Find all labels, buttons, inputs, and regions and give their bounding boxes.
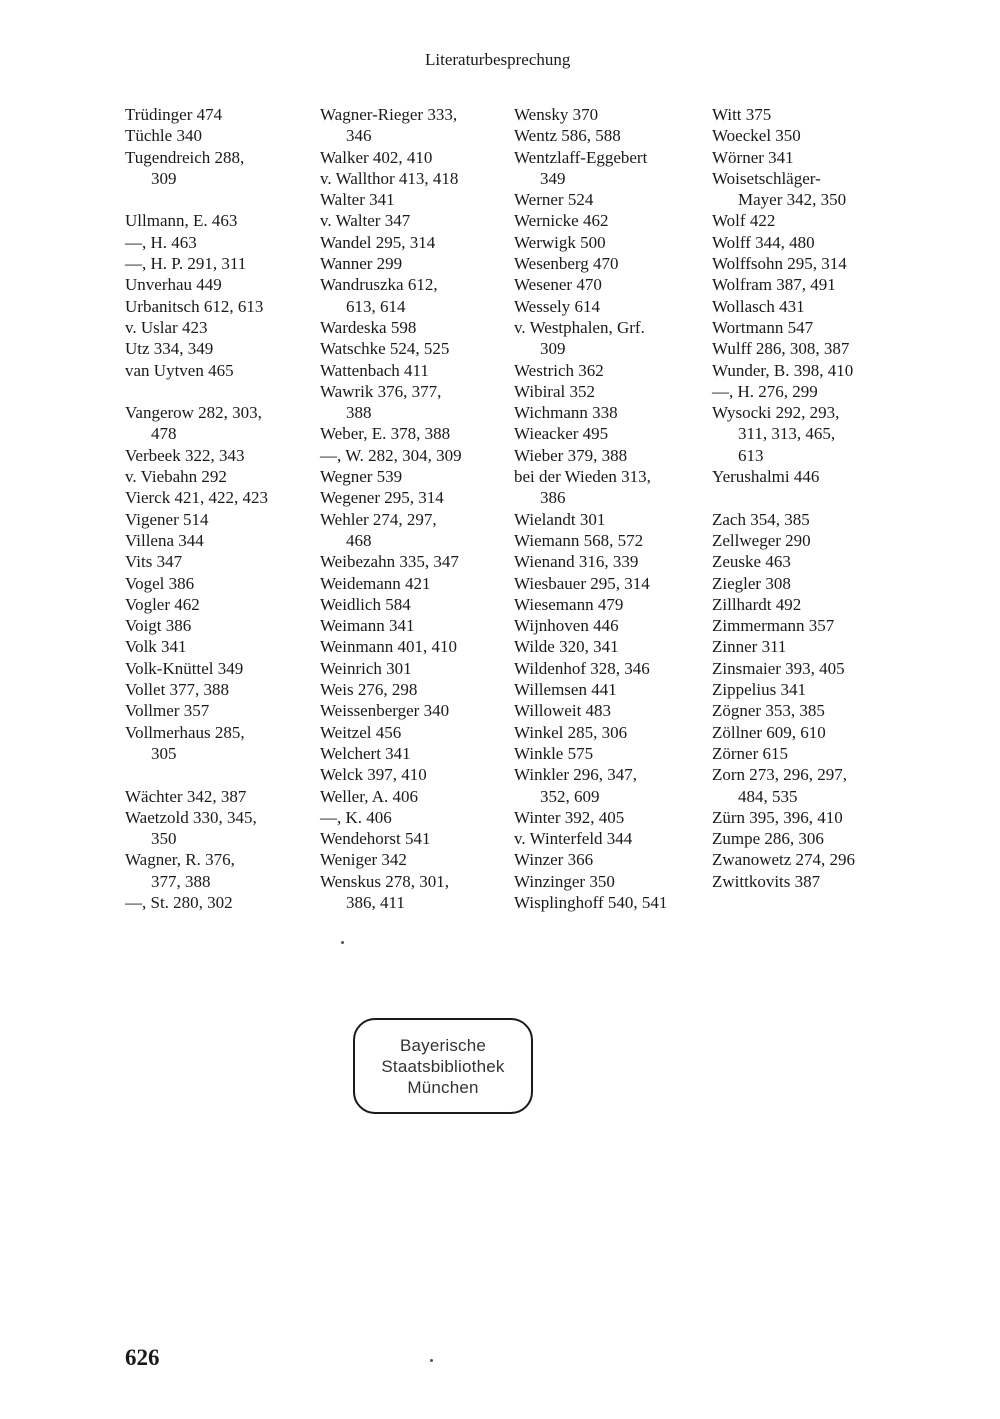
index-entry — [514, 189, 667, 210]
index-entry-text: van Uytven 465 — [125, 360, 234, 380]
index-entry — [514, 700, 667, 721]
index-entry-text: Wegner 539 — [320, 467, 403, 487]
index-entry — [514, 764, 667, 807]
index-entry — [712, 402, 855, 466]
index-column-3 — [514, 104, 667, 913]
index-entry-continuation: 377, 388 — [151, 871, 211, 891]
index-entry-text: Weidlich 584 — [320, 594, 411, 614]
index-entry — [712, 232, 855, 253]
index-entry — [712, 636, 855, 657]
index-entry — [514, 530, 667, 551]
index-entry — [320, 658, 462, 679]
index-entry — [125, 615, 268, 636]
index-entry — [320, 722, 462, 743]
index-entry-continuation: 468 — [346, 530, 372, 550]
index-entry-text: Weis 276, 298 — [320, 680, 418, 700]
index-entry-text: Vangerow 282, 303, — [125, 403, 262, 423]
index-entry — [125, 849, 268, 892]
index-entry — [125, 786, 268, 807]
index-entry-text: Wegener 295, 314 — [320, 488, 444, 508]
index-entry-text: —, W. 282, 304, 309 — [320, 445, 462, 465]
index-entry — [125, 722, 268, 765]
index-entry-text: Zumpe 286, 306 — [712, 829, 824, 849]
index-entry-text: Wanner 299 — [320, 254, 403, 274]
index-entry-text: Volk-Knüttel 349 — [125, 658, 244, 678]
running-head: Literaturbesprechung — [425, 50, 571, 69]
index-entry — [514, 253, 667, 274]
index-entry — [320, 210, 462, 231]
index-entry-text: v. Winterfeld 344 — [514, 829, 633, 849]
index-entry — [125, 509, 268, 530]
index-entry-text: Wolff 344, 480 — [712, 232, 815, 252]
index-entry — [514, 871, 667, 892]
index-entry — [125, 147, 268, 190]
index-entry-continuation: 305 — [151, 743, 177, 763]
index-entry — [320, 360, 462, 381]
index-entry-text: Weimann 341 — [320, 616, 415, 636]
index-entry — [514, 892, 667, 913]
index-entry — [514, 679, 667, 700]
index-entry-continuation: Mayer 342, 350 — [738, 190, 847, 210]
index-entry-text: —, H. 276, 299 — [712, 381, 818, 401]
index-entry-continuation: 352, 609 — [540, 786, 600, 806]
index-entry-text: Zeuske 463 — [712, 552, 791, 572]
index-entry — [712, 360, 855, 381]
index-column-1 — [125, 104, 268, 913]
index-entry-text: Vollmer 357 — [125, 701, 210, 721]
index-entry-text: Wandruszka 612, — [320, 275, 438, 295]
index-entry-text: Weller, A. 406 — [320, 786, 419, 806]
stamp-line: Bayerische — [399, 1035, 487, 1055]
index-entry — [514, 296, 667, 317]
index-entry — [320, 381, 462, 424]
index-entry — [320, 636, 462, 657]
index-entry-text: Wiesbauer 295, 314 — [514, 573, 650, 593]
index-entry-text: Walter 341 — [320, 190, 395, 210]
index-entry-continuation: 349 — [540, 168, 566, 188]
index-entry-text: Urbanitsch 612, 613 — [125, 296, 264, 316]
index-entry-text: Wensky 370 — [514, 105, 599, 124]
index-entry-text: Werwigk 500 — [514, 232, 606, 252]
index-entry-text: Wächter 342, 387 — [125, 786, 247, 806]
index-entry — [712, 147, 855, 168]
index-entry — [712, 125, 855, 146]
index-entry-text: Vigener 514 — [125, 509, 209, 529]
index-entry-text: Zinner 311 — [712, 637, 787, 657]
index-entry-text: Vollet 377, 388 — [125, 680, 230, 700]
index-column-2 — [320, 104, 462, 913]
index-entry-text: Woisetschläger- — [712, 168, 821, 188]
index-entry — [320, 445, 462, 466]
index-entry — [712, 274, 855, 295]
index-entry — [514, 615, 667, 636]
index-entry — [712, 658, 855, 679]
index-entry-text: Winzer 366 — [514, 850, 594, 870]
index-entry-text: Verbeek 322, 343 — [125, 445, 245, 465]
index-entry-text: Weber, E. 378, 388 — [320, 424, 451, 444]
index-entry-text: Wieber 379, 388 — [514, 445, 628, 465]
index-entry — [320, 743, 462, 764]
index-entry — [514, 509, 667, 530]
index-entry-text: Yerushalmi 446 — [712, 467, 820, 487]
index-entry-text: Willemsen 441 — [514, 680, 617, 700]
index-entry — [125, 551, 268, 572]
index-entry-text: Zellweger 290 — [712, 530, 811, 550]
index-entry — [514, 104, 667, 125]
letter-group-gap — [125, 764, 268, 785]
index-entry-continuation: 613 — [738, 445, 764, 465]
index-entry — [514, 232, 667, 253]
index-entry-text: Wolf 422 — [712, 211, 776, 231]
index-entry — [320, 871, 462, 914]
letter-group-gap — [712, 487, 855, 508]
index-entry — [320, 828, 462, 849]
index-entry — [125, 445, 268, 466]
library-stamp — [353, 1018, 533, 1114]
index-entry-text: Ziegler 308 — [712, 573, 791, 593]
index-entry-text: Vits 347 — [125, 552, 183, 572]
index-entry — [712, 253, 855, 274]
index-entry — [320, 786, 462, 807]
index-entry-text: v. Viebahn 292 — [125, 467, 227, 487]
index-entry-text: Wilde 320, 341 — [514, 637, 619, 657]
index-entry — [125, 807, 268, 850]
index-entry — [514, 274, 667, 295]
index-entry-text: Wienand 316, 339 — [514, 552, 639, 572]
index-entry-text: Winkler 296, 347, — [514, 765, 638, 785]
index-entry — [712, 807, 855, 828]
index-entry-text: Vogel 386 — [125, 573, 195, 593]
index-entry — [712, 466, 855, 487]
index-entry — [320, 487, 462, 508]
index-entry — [125, 274, 268, 295]
index-entry-text: Wollasch 431 — [712, 296, 805, 316]
speck — [430, 1359, 433, 1362]
index-entry — [320, 317, 462, 338]
index-entry — [514, 807, 667, 828]
index-entry-text: Witt 375 — [712, 105, 772, 124]
index-entry-text: Zimmermann 357 — [712, 616, 835, 636]
index-entry — [514, 317, 667, 360]
index-entry-text: Unverhau 449 — [125, 275, 222, 295]
index-entry — [514, 210, 667, 231]
index-entry-text: Welchert 341 — [320, 743, 411, 763]
letter-group-gap — [125, 189, 268, 210]
index-entry — [320, 104, 462, 147]
index-entry-text: Zinsmaier 393, 405 — [712, 658, 845, 678]
index-entry — [125, 402, 268, 445]
index-entry — [514, 125, 667, 146]
index-entry-text: Vierck 421, 422, 423 — [125, 488, 268, 508]
index-entry-text: Wesener 470 — [514, 275, 602, 295]
index-entry-text: Zach 354, 385 — [712, 509, 810, 529]
index-entry — [125, 573, 268, 594]
index-entry — [712, 317, 855, 338]
index-entry — [514, 722, 667, 743]
index-entry-continuation: 484, 535 — [738, 786, 798, 806]
index-entry-text: Wiesemann 479 — [514, 594, 624, 614]
index-entry-text: Weissenberger 340 — [320, 701, 450, 721]
index-entry — [125, 594, 268, 615]
index-entry-text: Wiemann 568, 572 — [514, 530, 644, 550]
index-entry-text: Wunder, B. 398, 410 — [712, 360, 854, 380]
index-entry — [125, 360, 268, 381]
index-entry-text: Wentz 586, 588 — [514, 126, 621, 146]
stamp-line: München — [407, 1077, 479, 1097]
index-entry-text: Wysocki 292, 293, — [712, 403, 840, 423]
index-entry — [514, 849, 667, 870]
index-entry-text: Tüchle 340 — [125, 126, 202, 146]
index-entry — [320, 807, 462, 828]
index-entry — [712, 509, 855, 530]
index-entry-text: Zorn 273, 296, 297, — [712, 765, 848, 785]
letter-group-gap — [125, 381, 268, 402]
index-entry-text: Wehler 274, 297, — [320, 509, 437, 529]
speck — [341, 941, 344, 944]
index-entry-continuation: 388 — [346, 403, 372, 423]
index-entry — [712, 764, 855, 807]
index-entry — [712, 296, 855, 317]
index-entry-text: v. Uslar 423 — [125, 317, 208, 337]
index-entry — [320, 594, 462, 615]
index-entry — [514, 551, 667, 572]
index-entry-text: —, H. 463 — [125, 232, 197, 252]
index-entry — [320, 338, 462, 359]
index-entry — [320, 189, 462, 210]
index-entry-text: Wichmann 338 — [514, 403, 618, 423]
index-entry-text: Winzinger 350 — [514, 871, 615, 891]
index-entry-continuation: 386, 411 — [346, 892, 405, 912]
index-entry-text: Wesenberg 470 — [514, 254, 619, 274]
index-entry-text: Wieacker 495 — [514, 424, 609, 444]
index-entry — [712, 615, 855, 636]
index-entry — [320, 573, 462, 594]
index-entry — [125, 530, 268, 551]
index-entry — [320, 232, 462, 253]
index-entry — [125, 104, 268, 125]
index-entry-continuation: 613, 614 — [346, 296, 406, 316]
index-entry — [320, 253, 462, 274]
index-entry — [320, 700, 462, 721]
index-entry-text: Villena 344 — [125, 530, 204, 550]
index-entry-text: Wattenbach 411 — [320, 360, 429, 380]
index-entry-text: Wenskus 278, 301, — [320, 871, 449, 891]
index-entry — [320, 679, 462, 700]
index-entry — [320, 423, 462, 444]
index-entry-text: Zwittkovits 387 — [712, 871, 821, 891]
index-entry — [125, 338, 268, 359]
index-entry — [125, 253, 268, 274]
index-entry — [125, 210, 268, 231]
index-entry — [712, 530, 855, 551]
index-entry-text: Zillhardt 492 — [712, 594, 802, 614]
index-entry — [320, 615, 462, 636]
index-entry-text: Zippelius 341 — [712, 680, 806, 700]
index-entry-text: v. Wallthor 413, 418 — [320, 168, 459, 188]
index-entry-text: Wibiral 352 — [514, 381, 595, 401]
stamp-line: Staatsbibliothek — [381, 1056, 505, 1076]
index-entry-continuation: 478 — [151, 424, 177, 444]
index-entry-text: Wandel 295, 314 — [320, 232, 436, 252]
index-entry — [514, 573, 667, 594]
index-entry-text: Waetzold 330, 345, — [125, 807, 257, 827]
index-entry — [125, 296, 268, 317]
index-entry — [125, 679, 268, 700]
index-entry — [125, 317, 268, 338]
index-entry-text: Weinmann 401, 410 — [320, 637, 457, 657]
index-entry — [712, 828, 855, 849]
index-entry-text: Wentzlaff-Eggebert — [514, 147, 648, 167]
index-entry — [125, 700, 268, 721]
index-entry — [712, 573, 855, 594]
index-entry-text: Zwanowetz 274, 296 — [712, 850, 856, 870]
index-entry — [514, 594, 667, 615]
index-entry — [514, 466, 667, 509]
index-entry — [712, 551, 855, 572]
index-entry-text: Wagner-Rieger 333, — [320, 105, 458, 124]
index-entry-text: Wernicke 462 — [514, 211, 609, 231]
index-entry-text: Wardeska 598 — [320, 317, 417, 337]
index-entry — [514, 658, 667, 679]
index-entry — [712, 594, 855, 615]
index-entry-text: Walker 402, 410 — [320, 147, 433, 167]
index-entry-text: Welck 397, 410 — [320, 765, 427, 785]
index-entry-text: Vollmerhaus 285, — [125, 722, 245, 742]
index-entry-text: Winkel 285, 306 — [514, 722, 628, 742]
index-entry — [712, 104, 855, 125]
index-entry — [514, 423, 667, 444]
index-entry — [320, 147, 462, 168]
index-entry-text: v. Walter 347 — [320, 211, 411, 231]
index-entry — [125, 658, 268, 679]
index-entry-text: Voigt 386 — [125, 616, 192, 636]
index-entry-text: Winter 392, 405 — [514, 807, 625, 827]
index-entry — [320, 466, 462, 487]
index-entry — [320, 168, 462, 189]
index-entry — [712, 679, 855, 700]
index-entry-text: —, K. 406 — [320, 807, 392, 827]
index-entry — [712, 722, 855, 743]
index-entry-continuation: 346 — [346, 126, 372, 146]
index-entry — [125, 232, 268, 253]
index-entry-text: Tugendreich 288, — [125, 147, 245, 167]
index-entry-continuation: 350 — [151, 829, 177, 849]
index-entry-continuation: 309 — [540, 339, 566, 359]
index-entry-text: Wolffsohn 295, 314 — [712, 254, 847, 274]
index-entry — [712, 849, 855, 870]
index-entry-text: Wijnhoven 446 — [514, 616, 619, 636]
index-entry-text: Westrich 362 — [514, 360, 604, 380]
index-entry — [712, 338, 855, 359]
index-entry-text: —, H. P. 291, 311 — [125, 254, 247, 274]
index-entry-text: Wawrik 376, 377, — [320, 381, 442, 401]
index-entry — [125, 466, 268, 487]
index-entry-text: —, St. 280, 302 — [125, 892, 233, 912]
index-entry — [712, 210, 855, 231]
index-entry-continuation: 309 — [151, 168, 177, 188]
index-entry — [712, 871, 855, 892]
index-entry-text: Wortmann 547 — [712, 317, 814, 337]
index-entry-text: Wörner 341 — [712, 147, 794, 167]
index-entry-text: Utz 334, 349 — [125, 339, 214, 359]
index-entry-text: Watschke 524, 525 — [320, 339, 450, 359]
index-entry — [514, 402, 667, 423]
index-entry — [125, 892, 268, 913]
index-entry — [320, 764, 462, 785]
index-entry — [320, 509, 462, 552]
index-entry-text: Weibezahn 335, 347 — [320, 552, 459, 572]
index-entry-text: Zöllner 609, 610 — [712, 722, 826, 742]
index-entry-text: Wielandt 301 — [514, 509, 606, 529]
page-number: 626 — [125, 1345, 160, 1370]
index-entry-text: Wisplinghoff 540, 541 — [514, 892, 668, 912]
index-entry-continuation: 311, 313, 465, — [738, 424, 836, 444]
index-entry-text: Wildenhof 328, 346 — [514, 658, 650, 678]
index-entry-text: Willoweit 483 — [514, 701, 612, 721]
index-entry — [320, 551, 462, 572]
index-entry — [125, 487, 268, 508]
index-entry-continuation: 386 — [540, 488, 566, 508]
index-entry — [514, 828, 667, 849]
index-entry — [514, 360, 667, 381]
index-column-4 — [712, 104, 855, 892]
index-entry-text: Weitzel 456 — [320, 722, 402, 742]
index-entry — [320, 849, 462, 870]
index-entry — [712, 168, 855, 211]
index-entry-text: Wolfram 387, 491 — [712, 275, 836, 295]
index-entry-text: Werner 524 — [514, 190, 594, 210]
index-entry-text: Volk 341 — [125, 637, 187, 657]
index-entry-text: Zürn 395, 396, 410 — [712, 807, 843, 827]
index-entry-text: bei der Wieden 313, — [514, 467, 651, 487]
index-entry — [125, 125, 268, 146]
index-entry — [514, 445, 667, 466]
index-entry — [125, 636, 268, 657]
index-entry-text: Wulff 286, 308, 387 — [712, 339, 850, 359]
index-entry-text: v. Westphalen, Grf. — [514, 317, 645, 337]
index-entry — [712, 381, 855, 402]
index-entry — [320, 274, 462, 317]
index-entry-text: Wagner, R. 376, — [125, 850, 235, 870]
index-entry-text: Weniger 342 — [320, 850, 407, 870]
index-entry-text: Vogler 462 — [125, 594, 200, 614]
index-entry-text: Weidemann 421 — [320, 573, 431, 593]
index-entry-text: Wessely 614 — [514, 296, 600, 316]
index-entry-text: Woeckel 350 — [712, 126, 801, 146]
index-entry — [514, 381, 667, 402]
index-entry-text: Wendehorst 541 — [320, 829, 431, 849]
index-entry — [712, 700, 855, 721]
index-entry-text: Zögner 353, 385 — [712, 701, 825, 721]
index-entry — [712, 743, 855, 764]
index-entry — [514, 147, 667, 190]
index-entry-text: Winkle 575 — [514, 743, 594, 763]
index-entry — [514, 743, 667, 764]
index-entry — [514, 636, 667, 657]
index-entry-text: Weinrich 301 — [320, 658, 412, 678]
index-entry-text: Zörner 615 — [712, 743, 789, 763]
index-entry-text: Trüdinger 474 — [125, 105, 223, 124]
index-entry-text: Ullmann, E. 463 — [125, 211, 238, 231]
